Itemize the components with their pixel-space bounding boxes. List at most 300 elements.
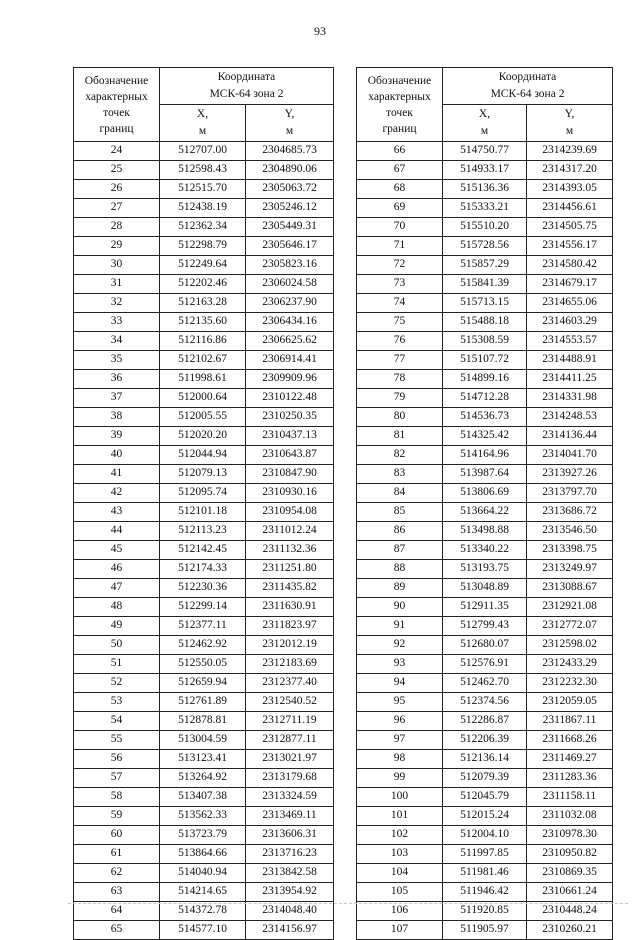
y-coordinate-cell: 2312433.29 <box>527 655 613 674</box>
point-number-cell: 66 <box>357 142 443 161</box>
y-coordinate-cell: 2311283.36 <box>527 769 613 788</box>
x-coordinate-cell: 513407.38 <box>160 788 246 807</box>
y-coordinate-cell: 2312012.19 <box>246 636 334 655</box>
point-number-cell: 82 <box>357 446 443 465</box>
table-row <box>74 389 334 408</box>
y-coordinate-cell: 2313842.58 <box>246 864 334 883</box>
y-coordinate-cell: 2314331.98 <box>527 389 613 408</box>
point-number-cell: 60 <box>74 826 160 845</box>
point-number-cell: 96 <box>357 712 443 731</box>
x-coordinate-cell: 513498.88 <box>443 522 527 541</box>
y-coordinate-cell: 2313088.67 <box>527 579 613 598</box>
x-coordinate-cell: 514536.73 <box>443 408 527 427</box>
table-row <box>357 389 613 408</box>
table-row <box>74 180 334 199</box>
table-body-left <box>74 142 334 940</box>
x-coordinate-cell: 513806.69 <box>443 484 527 503</box>
y-coordinate-cell: 2311012.24 <box>246 522 334 541</box>
x-coordinate-cell: 512202.46 <box>160 275 246 294</box>
point-header-line: характерных <box>85 90 148 103</box>
x-coordinate-cell: 512462.70 <box>443 674 527 693</box>
y-coordinate-cell: 2314041.70 <box>527 446 613 465</box>
point-number-cell: 83 <box>357 465 443 484</box>
x-coordinate-cell: 512550.05 <box>160 655 246 674</box>
point-number-cell: 40 <box>74 446 160 465</box>
table-row <box>74 617 334 636</box>
x-coordinate-cell: 514372.78 <box>160 902 246 921</box>
table-row <box>357 864 613 883</box>
table-row <box>74 712 334 731</box>
y-coordinate-cell: 2314603.29 <box>527 313 613 332</box>
y-coordinate-cell: 2310978.30 <box>527 826 613 845</box>
point-number-cell: 41 <box>74 465 160 484</box>
y-coordinate-cell: 2312540.52 <box>246 693 334 712</box>
coordinates-table-right <box>356 67 613 940</box>
y-coordinate-cell: 2312183.69 <box>246 655 334 674</box>
point-number-cell: 97 <box>357 731 443 750</box>
table-row <box>357 902 613 921</box>
x-coordinate-cell: 513987.64 <box>443 465 527 484</box>
x-coordinate-cell: 512680.07 <box>443 636 527 655</box>
coordinate-header-line: МСК-64 зона 2 <box>209 88 284 100</box>
table-row <box>74 256 334 275</box>
y-unit: м <box>565 125 574 137</box>
point-number-cell: 64 <box>74 902 160 921</box>
x-coordinate-cell: 512142.45 <box>160 541 246 560</box>
point-number-cell: 85 <box>357 503 443 522</box>
table-row <box>74 693 334 712</box>
x-coordinate-cell: 513048.89 <box>443 579 527 598</box>
y-coordinate-cell: 2305246.12 <box>246 199 334 218</box>
y-coordinate-cell: 2304685.73 <box>246 142 334 161</box>
table-row <box>357 370 613 389</box>
x-coordinate-cell: 515333.21 <box>443 199 527 218</box>
y-coordinate-cell: 2313546.50 <box>527 522 613 541</box>
table-row <box>74 427 334 446</box>
point-number-cell: 48 <box>74 598 160 617</box>
x-coordinate-cell: 512136.14 <box>443 750 527 769</box>
y-coordinate-cell: 2314411.25 <box>527 370 613 389</box>
x-coordinate-cell: 512102.67 <box>160 351 246 370</box>
y-coordinate-cell: 2312059.05 <box>527 693 613 712</box>
point-header-line: точек <box>103 106 130 119</box>
x-coordinate-cell: 513340.22 <box>443 541 527 560</box>
x-coordinate-cell: 515841.39 <box>443 275 527 294</box>
x-coordinate-cell: 511946.42 <box>443 883 527 902</box>
table-row <box>74 731 334 750</box>
table-row <box>74 275 334 294</box>
table-row <box>357 503 613 522</box>
x-coordinate-cell: 515488.18 <box>443 313 527 332</box>
point-number-cell: 102 <box>357 826 443 845</box>
point-header-line: точек <box>386 106 413 119</box>
table-row <box>357 199 613 218</box>
table-row <box>357 351 613 370</box>
table-row <box>357 712 613 731</box>
x-coordinate-cell: 513864.66 <box>160 845 246 864</box>
point-number-cell: 57 <box>74 769 160 788</box>
table-row <box>74 351 334 370</box>
table-row <box>357 313 613 332</box>
table-row <box>74 902 334 921</box>
point-number-cell: 106 <box>357 902 443 921</box>
x-coordinate-cell: 512000.64 <box>160 389 246 408</box>
y-coordinate-cell: 2311251.80 <box>246 560 334 579</box>
table-row <box>74 655 334 674</box>
table-row <box>357 883 613 902</box>
y-coordinate-cell: 2314488.91 <box>527 351 613 370</box>
point-number-cell: 58 <box>74 788 160 807</box>
table-row <box>74 560 334 579</box>
page-bottom-rule <box>68 903 628 904</box>
y-coordinate-cell: 2310437.13 <box>246 427 334 446</box>
point-number-cell: 30 <box>74 256 160 275</box>
x-coordinate-cell: 512438.19 <box>160 199 246 218</box>
table-row <box>74 598 334 617</box>
table-row <box>357 522 613 541</box>
point-number-cell: 103 <box>357 845 443 864</box>
point-number-cell: 70 <box>357 218 443 237</box>
point-number-cell: 61 <box>74 845 160 864</box>
y-coordinate-cell: 2312921.08 <box>527 598 613 617</box>
y-coordinate-cell: 2314553.57 <box>527 332 613 351</box>
x-coordinate-cell: 512298.79 <box>160 237 246 256</box>
point-number-cell: 56 <box>74 750 160 769</box>
x-coordinate-cell: 512462.92 <box>160 636 246 655</box>
x-coordinate-cell: 512101.18 <box>160 503 246 522</box>
y-coordinate-cell: 2313179.68 <box>246 769 334 788</box>
y-coordinate-cell: 2311032.08 <box>527 807 613 826</box>
y-coordinate-cell: 2305823.16 <box>246 256 334 275</box>
y-coordinate-cell: 2309909.96 <box>246 370 334 389</box>
table-row <box>74 826 334 845</box>
x-coordinate-cell: 514214.65 <box>160 883 246 902</box>
point-number-cell: 91 <box>357 617 443 636</box>
y-coordinate-cell: 2314156.97 <box>246 921 334 940</box>
table-row <box>74 807 334 826</box>
point-number-cell: 69 <box>357 199 443 218</box>
point-number-cell: 44 <box>74 522 160 541</box>
point-number-cell: 35 <box>74 351 160 370</box>
x-coordinate-cell: 512249.64 <box>160 256 246 275</box>
point-number-cell: 100 <box>357 788 443 807</box>
coordinate-header-line: МСК-64 зона 2 <box>490 88 565 100</box>
x-coordinate-cell: 512362.34 <box>160 218 246 237</box>
x-coordinate-cell: 512799.43 <box>443 617 527 636</box>
table-row <box>74 465 334 484</box>
point-number-cell: 75 <box>357 313 443 332</box>
x-coordinate-cell: 512113.23 <box>160 522 246 541</box>
point-number-cell: 77 <box>357 351 443 370</box>
x-coordinate-cell: 512206.39 <box>443 731 527 750</box>
point-number-cell: 78 <box>357 370 443 389</box>
coordinate-header-line: Координата <box>498 71 557 83</box>
table-row <box>357 750 613 769</box>
point-number-cell: 55 <box>74 731 160 750</box>
coordinate-header-line: Координата <box>217 71 276 83</box>
y-coordinate-cell: 2306237.90 <box>246 294 334 313</box>
x-coordinate-cell: 514164.96 <box>443 446 527 465</box>
table-row <box>357 427 613 446</box>
table-row <box>74 161 334 180</box>
y-coordinate-cell: 2311823.97 <box>246 617 334 636</box>
point-number-cell: 26 <box>74 180 160 199</box>
point-number-cell: 45 <box>74 541 160 560</box>
table-row <box>74 503 334 522</box>
y-coordinate-cell: 2314505.75 <box>527 218 613 237</box>
point-header-line: Обозначение <box>367 74 432 87</box>
table-row <box>357 275 613 294</box>
table-row <box>357 408 613 427</box>
point-number-cell: 47 <box>74 579 160 598</box>
x-coordinate-cell: 512659.94 <box>160 674 246 693</box>
y-coordinate-cell: 2310869.35 <box>527 864 613 883</box>
x-coordinate-cell: 511998.61 <box>160 370 246 389</box>
y-coordinate-cell: 2304890.06 <box>246 161 334 180</box>
x-coordinate-cell: 512707.00 <box>160 142 246 161</box>
point-header-line: границ <box>382 122 417 135</box>
y-coordinate-cell: 2311469.27 <box>527 750 613 769</box>
table-row <box>74 332 334 351</box>
table-row <box>74 788 334 807</box>
x-coordinate-cell: 512116.86 <box>160 332 246 351</box>
y-coordinate-cell: 2306625.62 <box>246 332 334 351</box>
table-row <box>74 921 334 940</box>
table-row <box>74 294 334 313</box>
point-number-cell: 25 <box>74 161 160 180</box>
x-coordinate-cell: 512005.55 <box>160 408 246 427</box>
table-row <box>357 541 613 560</box>
y-coordinate-cell: 2313469.11 <box>246 807 334 826</box>
x-coordinate-cell: 514933.17 <box>443 161 527 180</box>
point-number-cell: 43 <box>74 503 160 522</box>
y-label: Y, <box>564 108 575 120</box>
point-number-cell: 33 <box>74 313 160 332</box>
table-row <box>74 142 334 161</box>
point-number-cell: 28 <box>74 218 160 237</box>
y-coordinate-cell: 2310661.24 <box>527 883 613 902</box>
coordinate-header <box>443 68 613 105</box>
table-row <box>74 750 334 769</box>
y-coordinate-cell: 2314393.05 <box>527 180 613 199</box>
x-coordinate-cell: 513664.22 <box>443 503 527 522</box>
y-coordinate-cell: 2312711.19 <box>246 712 334 731</box>
x-coordinate-cell: 511920.85 <box>443 902 527 921</box>
y-coordinate-cell: 2312232.30 <box>527 674 613 693</box>
coordinates-table-left <box>73 67 334 940</box>
point-number-cell: 72 <box>357 256 443 275</box>
x-coordinate-cell: 512079.13 <box>160 465 246 484</box>
y-coordinate-cell: 2314239.69 <box>527 142 613 161</box>
y-coordinate-cell: 2310950.82 <box>527 845 613 864</box>
x-coordinate-cell: 512045.79 <box>443 788 527 807</box>
x-coordinate-cell: 511981.46 <box>443 864 527 883</box>
x-label: X, <box>196 108 209 120</box>
point-number-cell: 92 <box>357 636 443 655</box>
x-coordinate-cell: 512377.11 <box>160 617 246 636</box>
y-coordinate-cell: 2313716.23 <box>246 845 334 864</box>
table-row <box>74 522 334 541</box>
x-coordinate-cell: 512135.60 <box>160 313 246 332</box>
point-number-cell: 49 <box>74 617 160 636</box>
x-unit: м <box>480 125 489 137</box>
table-row <box>357 161 613 180</box>
table-row <box>357 560 613 579</box>
y-coordinate-cell: 2314456.61 <box>527 199 613 218</box>
y-coordinate-cell: 2310643.87 <box>246 446 334 465</box>
y-coordinate-cell: 2313927.26 <box>527 465 613 484</box>
point-number-cell: 36 <box>74 370 160 389</box>
point-number-cell: 29 <box>74 237 160 256</box>
x-coordinate-cell: 512286.87 <box>443 712 527 731</box>
x-coordinate-cell: 512878.81 <box>160 712 246 731</box>
point-number-cell: 101 <box>357 807 443 826</box>
x-coordinate-cell: 512174.33 <box>160 560 246 579</box>
x-coordinate-cell: 512015.24 <box>443 807 527 826</box>
x-coordinate-cell: 512004.10 <box>443 826 527 845</box>
x-coordinate-cell: 512020.20 <box>160 427 246 446</box>
table-row <box>74 636 334 655</box>
x-header <box>443 105 527 142</box>
y-coordinate-cell: 2312877.11 <box>246 731 334 750</box>
y-coordinate-cell: 2314248.53 <box>527 408 613 427</box>
table-row <box>74 408 334 427</box>
table-row <box>357 769 613 788</box>
table-row <box>74 579 334 598</box>
x-header <box>160 105 246 142</box>
x-coordinate-cell: 513723.79 <box>160 826 246 845</box>
point-number-cell: 93 <box>357 655 443 674</box>
y-coordinate-cell: 2310448.24 <box>527 902 613 921</box>
x-coordinate-cell: 513004.59 <box>160 731 246 750</box>
y-coordinate-cell: 2310122.48 <box>246 389 334 408</box>
y-coordinate-cell: 2312598.02 <box>527 636 613 655</box>
table-row <box>357 256 613 275</box>
point-number-cell: 81 <box>357 427 443 446</box>
page-number: 93 <box>314 24 326 38</box>
point-number-cell: 39 <box>74 427 160 446</box>
table-row <box>357 674 613 693</box>
table-row <box>357 465 613 484</box>
y-coordinate-cell: 2314556.17 <box>527 237 613 256</box>
x-coordinate-cell: 511997.85 <box>443 845 527 864</box>
x-coordinate-cell: 515728.56 <box>443 237 527 256</box>
point-number-cell: 32 <box>74 294 160 313</box>
x-coordinate-cell: 513562.33 <box>160 807 246 826</box>
y-coordinate-cell: 2313324.59 <box>246 788 334 807</box>
y-coordinate-cell: 2306024.58 <box>246 275 334 294</box>
point-number-cell: 79 <box>357 389 443 408</box>
x-coordinate-cell: 514325.42 <box>443 427 527 446</box>
y-coordinate-cell: 2313686.72 <box>527 503 613 522</box>
point-number-cell: 73 <box>357 275 443 294</box>
table-row <box>74 237 334 256</box>
point-number-cell: 63 <box>74 883 160 902</box>
x-coordinate-cell: 512163.28 <box>160 294 246 313</box>
y-coordinate-cell: 2313954.92 <box>246 883 334 902</box>
point-number-cell: 71 <box>357 237 443 256</box>
point-number-cell: 53 <box>74 693 160 712</box>
point-number-cell: 24 <box>74 142 160 161</box>
point-number-cell: 52 <box>74 674 160 693</box>
point-number-cell: 37 <box>74 389 160 408</box>
x-coordinate-cell: 515308.59 <box>443 332 527 351</box>
table-row <box>74 845 334 864</box>
point-number-cell: 31 <box>74 275 160 294</box>
point-header-line: Обозначение <box>84 74 149 87</box>
table-row <box>357 598 613 617</box>
table-row <box>74 313 334 332</box>
point-number-cell: 88 <box>357 560 443 579</box>
point-number-cell: 86 <box>357 522 443 541</box>
y-coordinate-cell: 2311630.91 <box>246 598 334 617</box>
point-number-cell: 59 <box>74 807 160 826</box>
x-label: X, <box>478 108 491 120</box>
point-number-cell: 34 <box>74 332 160 351</box>
table-row <box>357 731 613 750</box>
point-header-line: характерных <box>368 90 431 103</box>
table-row <box>357 237 613 256</box>
point-number-cell: 80 <box>357 408 443 427</box>
table-row <box>357 579 613 598</box>
point-number-cell: 95 <box>357 693 443 712</box>
y-coordinate-cell: 2314317.20 <box>527 161 613 180</box>
table-row <box>357 921 613 940</box>
y-coordinate-cell: 2305063.72 <box>246 180 334 199</box>
x-coordinate-cell: 513264.92 <box>160 769 246 788</box>
point-number-cell: 68 <box>357 180 443 199</box>
y-coordinate-cell: 2312772.07 <box>527 617 613 636</box>
table-row <box>74 446 334 465</box>
point-number-cell: 98 <box>357 750 443 769</box>
x-coordinate-cell: 512230.36 <box>160 579 246 598</box>
table-row <box>74 674 334 693</box>
point-number-cell: 27 <box>74 199 160 218</box>
y-coordinate-cell: 2313021.97 <box>246 750 334 769</box>
table-row <box>74 218 334 237</box>
y-coordinate-cell: 2305646.17 <box>246 237 334 256</box>
x-coordinate-cell: 512515.70 <box>160 180 246 199</box>
x-coordinate-cell: 511905.97 <box>443 921 527 940</box>
x-coordinate-cell: 512911.35 <box>443 598 527 617</box>
x-coordinate-cell: 512299.14 <box>160 598 246 617</box>
point-number-cell: 67 <box>357 161 443 180</box>
point-number-cell: 89 <box>357 579 443 598</box>
y-coordinate-cell: 2310954.08 <box>246 503 334 522</box>
y-coordinate-cell: 2311435.82 <box>246 579 334 598</box>
x-coordinate-cell: 512576.91 <box>443 655 527 674</box>
table-row <box>357 655 613 674</box>
x-coordinate-cell: 512044.94 <box>160 446 246 465</box>
point-number-cell: 42 <box>74 484 160 503</box>
y-coordinate-cell: 2311668.26 <box>527 731 613 750</box>
table-body-right <box>357 142 613 940</box>
y-coordinate-cell: 2314580.42 <box>527 256 613 275</box>
y-coordinate-cell: 2306914.41 <box>246 351 334 370</box>
x-coordinate-cell: 512374.56 <box>443 693 527 712</box>
point-number-cell: 107 <box>357 921 443 940</box>
table-row <box>357 294 613 313</box>
table-row <box>74 541 334 560</box>
x-coordinate-cell: 513193.75 <box>443 560 527 579</box>
y-coordinate-cell: 2314136.44 <box>527 427 613 446</box>
x-coordinate-cell: 515107.72 <box>443 351 527 370</box>
x-coordinate-cell: 512079.39 <box>443 769 527 788</box>
point-number-cell: 50 <box>74 636 160 655</box>
point-number-cell: 105 <box>357 883 443 902</box>
y-coordinate-cell: 2306434.16 <box>246 313 334 332</box>
y-coordinate-cell: 2314655.06 <box>527 294 613 313</box>
